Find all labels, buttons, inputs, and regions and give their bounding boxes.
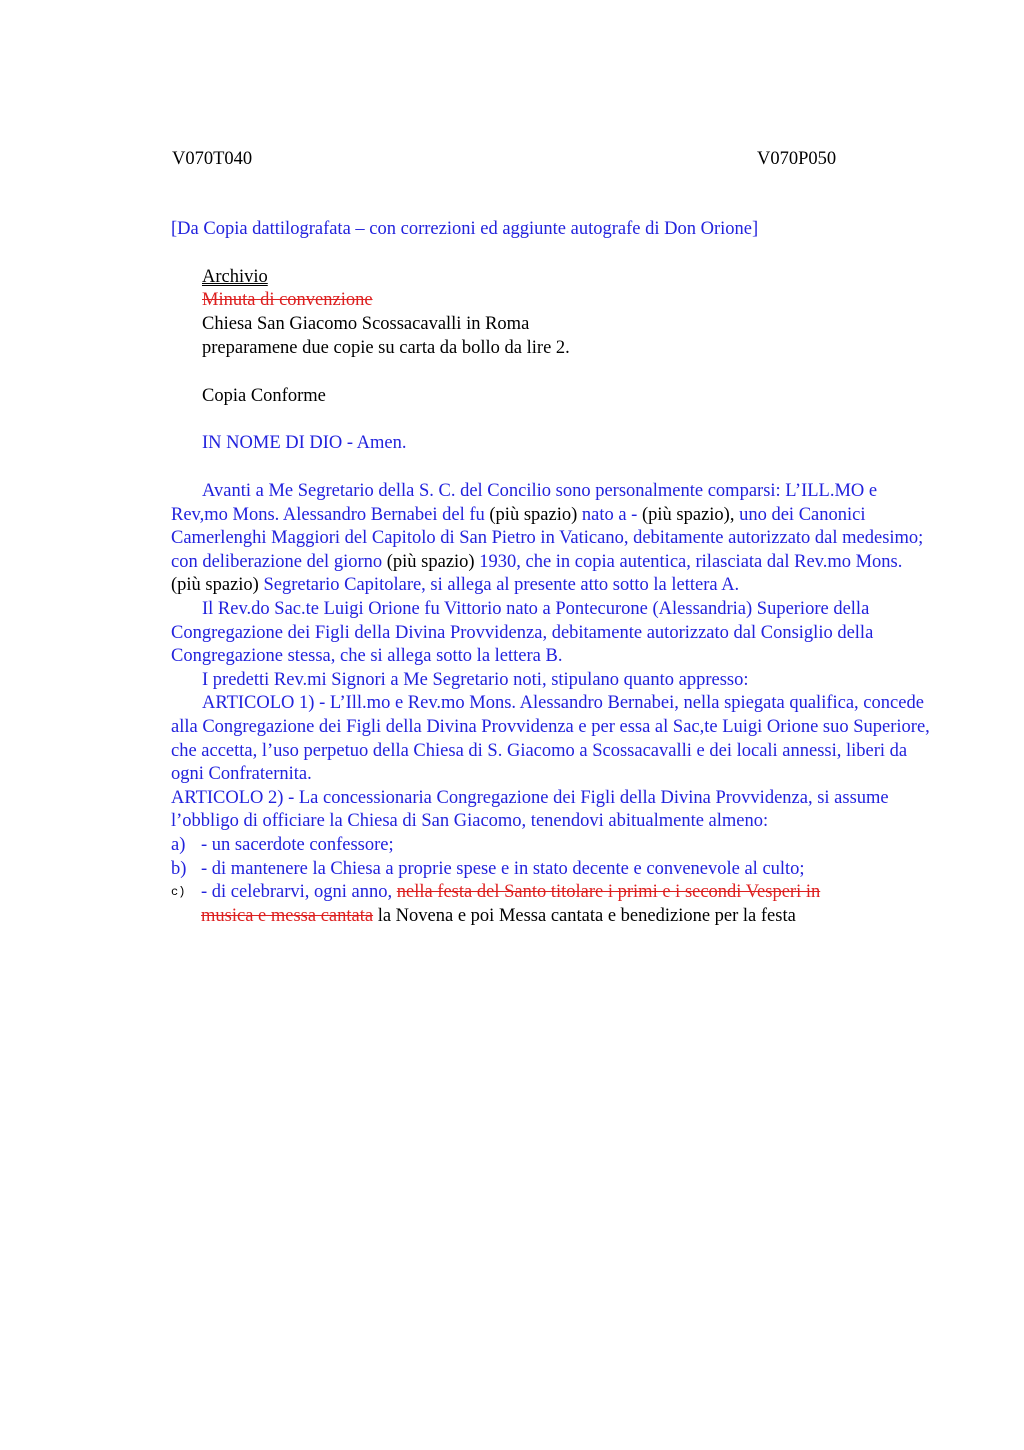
list-c-added: la Novena e poi Messa cantata e benedizione per la festa	[377, 905, 796, 926]
list-item-c	[171, 881, 931, 905]
list-text-c: - di celebrarvi, ogni anno,	[201, 882, 393, 903]
archivio-label: Archivio	[202, 267, 268, 287]
deleted-minuta: Minuta di convenzione	[202, 290, 373, 310]
list-label-b: b)	[171, 858, 187, 879]
invocation: IN NOME DI DIO - Amen.	[202, 433, 407, 453]
para1-text-e: Segretario Capitolare, si allega al presente atto sotto la lettera A.	[263, 575, 740, 596]
articolo-1: ARTICOLO 1) - L’Ill.mo e Rev.mo Mons. Alessandro Bernabei, nella spiegata qualifica, concede alla Congregazione dei Figli della Divina Provvidenza e per essa al Sac,te Luigi Orione suo Superiore, che accetta, l’uso perpetuo della Chiesa di S. Giacomo a Scossacavalli e dei locali annessi, liberi da ogni Confraternita.	[171, 693, 930, 785]
para1-gap-4: (più spazio)	[171, 575, 259, 596]
list-label-a: a)	[171, 834, 186, 855]
doc-code-left: V070T040	[172, 149, 253, 169]
para1-gap-1: (più spazio)	[489, 504, 578, 525]
para1-gap-3: (più spazio)	[386, 551, 475, 572]
list-label-c: c)	[171, 885, 186, 900]
paragraph-comparsi	[171, 480, 931, 598]
paragraph-orione: Il Rev.do Sac.te Luigi Orione fu Vittorio nato a Pontecurone (Alessandria) Superiore della Congregazione dei Figli della Divina Provvidenza, debitamente autorizzato dal Consiglio della Congregazione stessa, che si allega sotto la lettera B.	[171, 598, 874, 667]
list-item-a	[171, 834, 931, 858]
list-text-a: - un sacerdote confessore;	[201, 834, 394, 855]
document-body	[171, 480, 931, 928]
copia-conforme: Copia Conforme	[202, 386, 326, 406]
doc-code-right: V070P050	[757, 149, 837, 169]
list-c-deleted-2: musica e messa cantata	[201, 905, 374, 926]
para1-gap-2: (più spazio),	[641, 504, 735, 525]
list-text-b: - di mantenere la Chiesa a proprie spese e in stato decente e convenevole al culto;	[201, 858, 805, 879]
list-item-c-continuation	[201, 905, 931, 929]
list-c-deleted-1: nella festa del Santo titolare i primi e i secondi Vesperi in	[396, 882, 821, 903]
para1-text-b: nato a -	[581, 504, 638, 525]
para1-text-a: Avanti a Me Segretario della S. C. del Concilio sono personalmente comparsi: L’ILL.MO e Rev,mo Mons. Alessandro Bernabei del fu	[171, 481, 878, 525]
para1-text-d: 1930, che in copia autentica, rilasciata dal Rev.mo Mons.	[479, 551, 903, 572]
para1-text-c: uno dei Canonici Camerlenghi Maggiori del Capitolo di San Pietro in Vaticano, debitamente autorizzato dal medesimo; con deliberazione del giorno	[171, 504, 924, 572]
instruction-line: preparamene due copie su carta da bollo da lire 2.	[202, 338, 570, 358]
paragraph-predetti: I predetti Rev.mi Signori a Me Segretario noti, stipulano quanto appresso:	[202, 669, 749, 690]
church-line: Chiesa San Giacomo Scossacavalli in Roma	[202, 314, 530, 334]
articolo-2: ARTICOLO 2) - La concessionaria Congregazione dei Figli della Divina Provvidenza, si assume l’obbligo di officiare la Chiesa di San Giacomo, tenendovi abitualmente almeno:	[171, 787, 889, 832]
list-item-b	[171, 858, 931, 882]
source-note: [Da Copia dattilografata – con correzioni ed aggiunte autografe di Don Orione]	[171, 219, 759, 239]
